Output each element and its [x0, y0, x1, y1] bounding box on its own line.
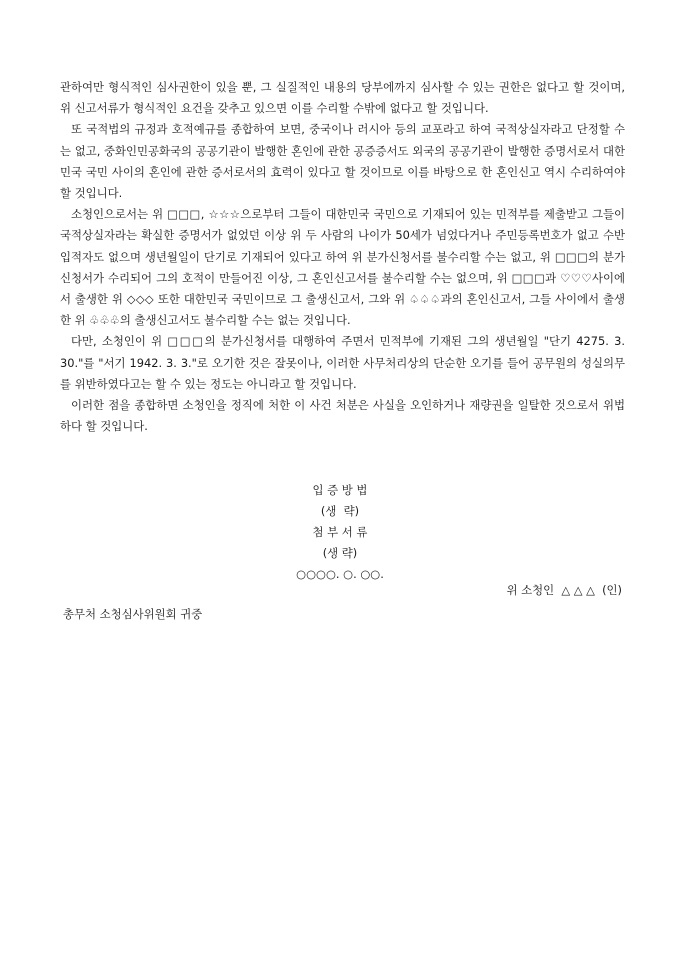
document-date: ○○○○. ○. ○○. [296, 567, 384, 581]
evidence-heading: 입 증 방 법 [312, 483, 368, 497]
signature-line: 위 소청인 △ △ △ (인) [506, 583, 622, 597]
paragraph-registration-acceptance: 소청인으로서는 위 □□□, ☆☆☆으로부터 그들이 대한민국 국민으로 기재되어 있는 민적부를 제출받고 그들이 국적상실자라는 확실한 증명서가 없었던 이상 위 두 사람의 나이가 50세가 넘었다거나 주민등록번호가 없고 수반입적자도 없으며 생년월일이 단기로 기재되어 있다고 하여 위 분가신청서를 불수리할 수는 없고, 위 □□□의 분가신청서가 수리되어 그의 호적이 만들어진 이상, 그 혼인신고서를 불수리할 수는 없으며, 위 □□□과 ♡♡♡사이에서 출생한 위 ◇◇◇ 또한 대한민국 국민이므로 그 출생신고서, 그와 위 ♤♤♤과의 혼인신고서, 그들 사이에서 출생한 위 ♧♧♧의 출생신고서도 불수리할 수는 없는 것입니다. [60, 207, 625, 328]
evidence-omitted: (생 략) [320, 504, 360, 518]
paragraph-nationality-law: 또 국적법의 규정과 호적예규를 종합하여 보면, 중국이나 러시아 등의 교포라고 하여 국적상실자라고 단정할 수는 없고, 중화인민공화국의 공공기관이 발행한 혼인에 관한 공증증서도 외국의 공공기관이 발행한 증명서로서 대한민국 국민 사이의 혼인에 관한 증서로서의 효력이 있다고 할 것이므로 이를 바탕으로 한 혼인신고 역시 수리하여야 할 것입니다. [60, 122, 625, 201]
paragraph-continuation: 관하여만 형식적인 심사권한이 있을 뿐, 그 실질적인 내용의 당부에까지 심사할 수 있는 권한은 없다고 할 것이며, 위 신고서류가 형식적인 요건을 갖추고 있으면 이를 수리할 수밖에 없다고 할 것입니다. [60, 80, 625, 116]
attachments-heading: 첨 부 서 류 [312, 525, 368, 539]
attachments-omitted: (생 략) [322, 546, 358, 560]
closing-section [140, 480, 540, 585]
document-body [60, 77, 625, 437]
recipient-line: 총무처 소청심사위원회 귀중 [63, 607, 203, 621]
paragraph-conclusion: 이러한 점을 종합하면 소청인을 정직에 처한 이 사건 처분은 사실을 오인하거나 재량권을 일탈한 것으로서 위법하다 할 것입니다. [60, 398, 625, 434]
paragraph-clerical-error: 다만, 소청인이 위 □□□의 분가신청서를 대행하여 주면서 민적부에 기재된 그의 생년월일 "단기 4275. 3. 30."를 "서기 1942. 3. 3."로 오기한 것은 잘못이나, 이러한 사무처리상의 단순한 오기를 들어 공무원의 성실의무를 위반하였다고는 할 수 있는 정도는 아니라고 할 것입니다. [60, 334, 625, 391]
